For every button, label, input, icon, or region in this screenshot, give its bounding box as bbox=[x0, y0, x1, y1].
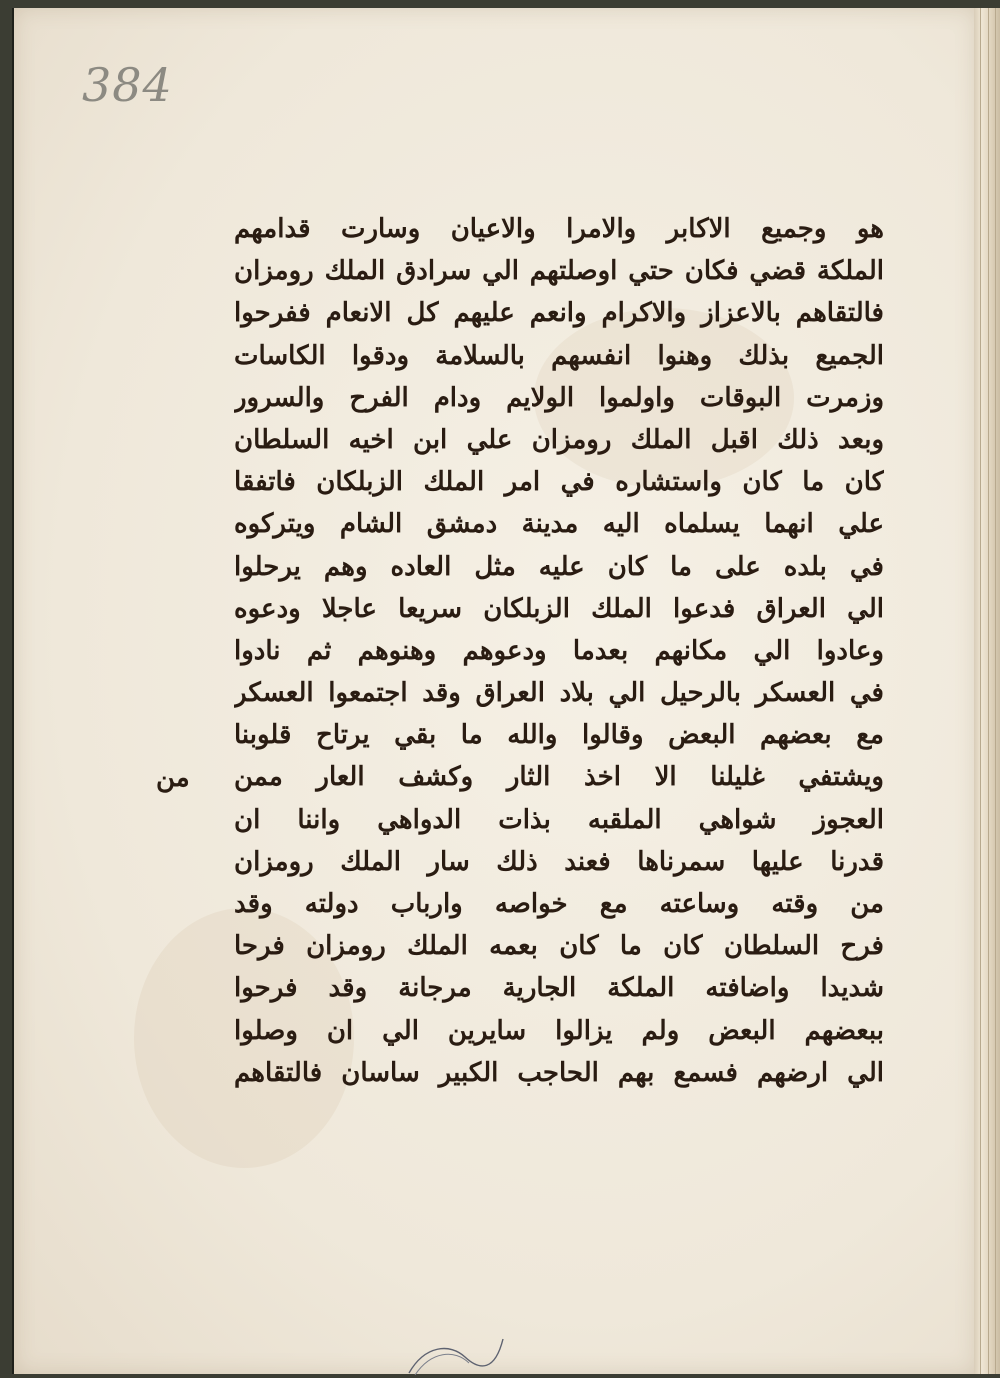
spine-edge-line bbox=[980, 8, 981, 1374]
manuscript-text-block bbox=[234, 208, 884, 1094]
text-line: ويشتفي غليلنا الا اخذ الثار وكشف العار ممن bbox=[234, 762, 884, 793]
text-line: الملكة قضي فكان حتي اوصلتهم الي سرادق الملك رومزان bbox=[234, 256, 884, 287]
text-line: من وقته وساعته مع خواصه وارباب دولته وقد bbox=[234, 889, 884, 919]
text-line: الي ارضهم فسمع بهم الحاجب الكبير ساسان فالتقاهم bbox=[234, 1057, 884, 1088]
book-spine bbox=[974, 8, 1000, 1374]
folio-number: 384 bbox=[82, 58, 173, 112]
text-line: قدرنا عليها سمرناها فعند ذلك سار الملك رومزان bbox=[234, 846, 884, 877]
text-line: في بلده على ما كان عليه مثل العاده وهم يرحلوا bbox=[234, 551, 884, 582]
text-line: مع بعضهم البعض وقالوا والله ما بقي يرتاح قلوبنا bbox=[234, 720, 884, 751]
text-line: علي انهما يسلماه اليه مدينة دمشق الشام ويتركوه bbox=[234, 509, 884, 540]
text-line: الي العراق فدعوا الملك الزبلكان سريعا عاجلا ودعوه bbox=[234, 593, 884, 624]
spine-edge-line bbox=[988, 8, 989, 1374]
text-line: وبعد ذلك اقبل الملك رومزان علي ابن اخيه السلطان bbox=[234, 424, 884, 455]
text-line: ببعضهم البعض ولم يزالوا سايرين الي ان وصلوا bbox=[234, 1015, 884, 1046]
text-line: وعادوا الي مكانهم بعدما ودعوهم وهنوهم ثم نادوا bbox=[234, 635, 884, 666]
text-line: العجوز شواهي الملقبه بذات الدواهي واننا ان bbox=[234, 804, 884, 835]
text-line: وزمرت البوقات واولموا الولايم ودام الفرح والسرور bbox=[234, 382, 884, 413]
spine-edge-line bbox=[995, 8, 996, 1374]
text-line: فالتقاهم بالاعزاز والاكرام وانعم عليهم كل الانعام ففرحوا bbox=[234, 298, 884, 329]
text-line: في العسكر بالرحيل الي بلاد العراق وقد اجتمعوا العسكر bbox=[234, 678, 884, 709]
binding-thread bbox=[405, 1335, 505, 1375]
text-line: الجميع بذلك وهنوا انفسهم بالسلامة ودقوا الكاسات bbox=[234, 340, 884, 371]
text-line: هو وجميع الاكابر والامرا والاعيان وسارت قدامهم bbox=[234, 214, 884, 244]
text-line: فرح السلطان كان ما كان بعمه الملك رومزان فرحا bbox=[234, 931, 884, 962]
margin-note: من bbox=[156, 763, 190, 793]
text-line: شديدا واضافته الملكة الجارية مرجانة وقد فرحوا bbox=[234, 973, 884, 1004]
text-line: كان ما كان واستشاره في امر الملك الزبلكان فاتفقا bbox=[234, 467, 884, 498]
